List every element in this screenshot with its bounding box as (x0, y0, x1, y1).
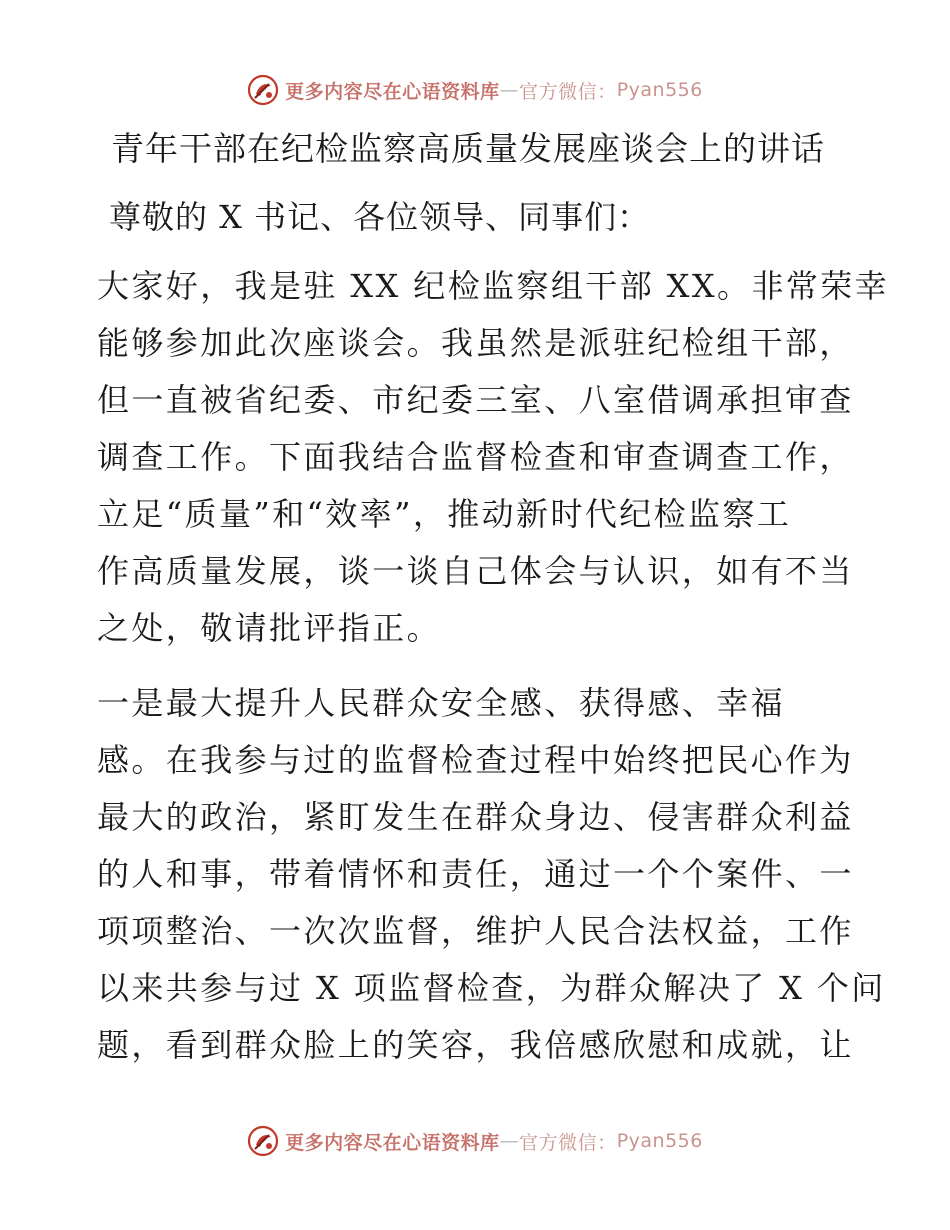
watermark-wechat-id: Pyan556 (616, 1130, 703, 1152)
text-line: 作高质量发展，谈一谈自己体会与认识，如有不当 (97, 552, 854, 590)
paragraph-intro (97, 258, 890, 657)
watermark-site-name: 更多内容尽在心语资料库 (285, 1131, 500, 1154)
watermark-site-name: 更多内容尽在心语资料库 (285, 80, 500, 103)
red-seal-logo-icon (247, 74, 279, 106)
watermark-wechat-label: 官方微信： (519, 1131, 617, 1154)
red-seal-logo-icon (247, 1125, 279, 1157)
text-line: 一是最大提升人民群众安全感、获得感、幸福 (97, 684, 786, 722)
text-line: 之处，敬请批评指正。 (97, 609, 442, 647)
text-line: 大家好，我是驻 XX 纪检监察组干部 XX。非常荣幸 (97, 267, 890, 305)
text-line: 项项整治、一次次监督，维护人民合法权益，工作 (97, 912, 854, 950)
watermark-dash: — (499, 79, 520, 101)
watermark-wechat-id: Pyan556 (616, 79, 703, 101)
document-body (97, 120, 890, 1074)
watermark-footer (0, 1121, 950, 1161)
text-line: 感。在我参与过的监督检查过程中始终把民心作为 (97, 741, 854, 779)
text-line: 调查工作。下面我结合监督检查和审查调查工作， (97, 438, 854, 476)
document-salutation: 尊敬的 X 书记、各位领导、同事们： (109, 198, 651, 236)
paragraph-point-one (97, 675, 886, 1074)
watermark-wechat-label: 官方微信： (519, 80, 617, 103)
text-line: 但一直被省纪委、市纪委三室、八室借调承担审查 (97, 381, 854, 419)
text-line: 能够参加此次座谈会。我虽然是派驻纪检组干部， (97, 324, 854, 362)
text-line: 题，看到群众脸上的笑容，我倍感欣慰和成就，让 (97, 1026, 854, 1064)
text-line: 的人和事，带着情怀和责任，通过一个个案件、一 (97, 855, 854, 893)
document-title: 青年干部在纪检监察高质量发展座谈会上的讲话 (111, 129, 825, 168)
text-line: 最大的政治，紧盯发生在群众身边、侵害群众利益 (97, 798, 854, 836)
watermark-header (0, 70, 950, 110)
text-line: 立足“质量”和“效率”，推动新时代纪检监察工 (97, 495, 792, 533)
watermark-dash: — (499, 1130, 520, 1152)
text-line: 以来共参与过 X 项监督检查，为群众解决了 X 个问 (97, 969, 886, 1007)
